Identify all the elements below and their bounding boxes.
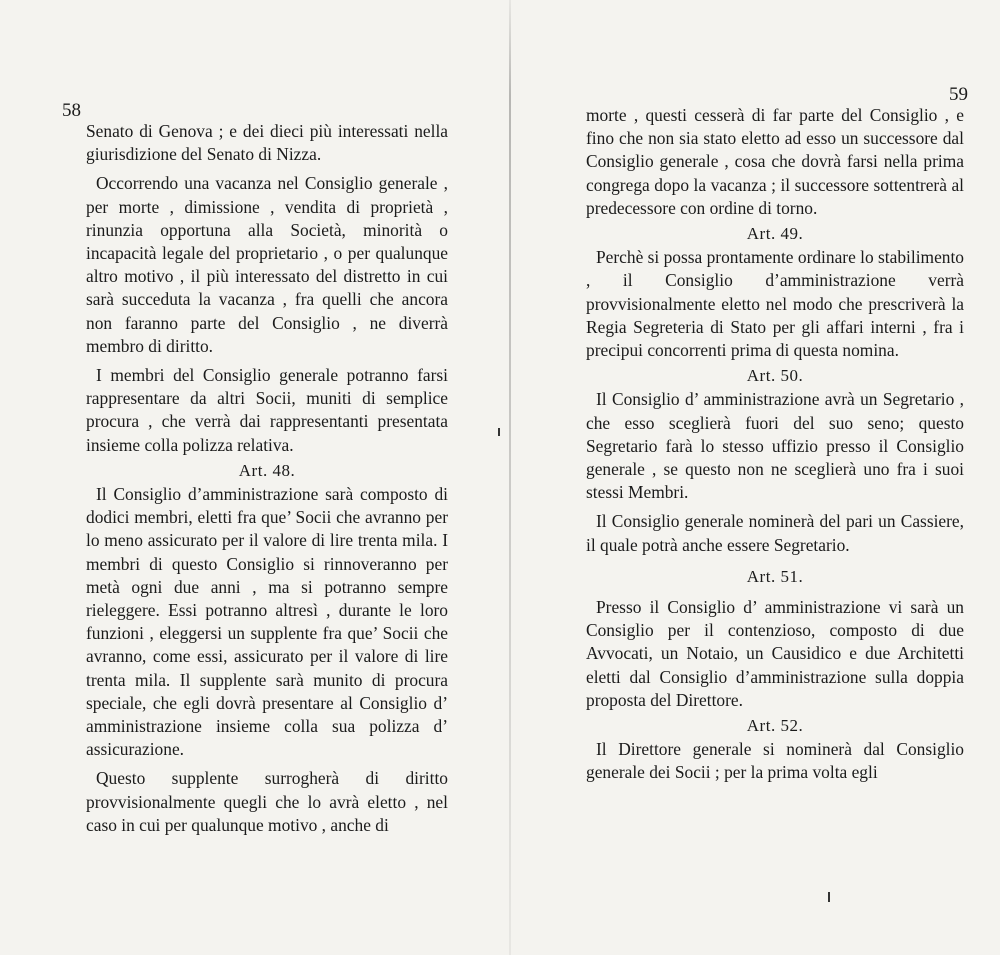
paragraph: Il Consiglio generale nominerà del pari un Cassiere, il quale potrà anche essere Segretario. bbox=[586, 511, 964, 555]
page-text bbox=[586, 104, 964, 785]
book-gutter bbox=[509, 0, 511, 955]
article-heading: Art. 49. bbox=[746, 224, 804, 244]
article-heading: Art. 52. bbox=[746, 716, 804, 736]
article-heading: Art. 50. bbox=[746, 366, 804, 386]
stray-mark bbox=[828, 892, 830, 902]
left-page bbox=[62, 98, 448, 837]
paragraph: Occorrendo una vacanza nel Consiglio generale , per morte , dimissione , vendita di proprietà , rinunzia opportuna alla Società, minorità o incapacità legale del proprietario , o per qualunque altro motivo , il più interessato del distretto in cui sarà succeduta la vacanza , fra quelli che ancora non faranno parte del Consiglio , ne diverrà membro di diritto. bbox=[86, 173, 448, 356]
paragraph: Il Consiglio d’ amministrazione avrà un Segretario , che esso sceglierà fuori del suo seno; questo Segretario farà lo stesso uffizio presso il Consiglio generale , se questo non ne sceglierà uno fra i suoi stessi Membri. bbox=[586, 389, 964, 503]
paragraph: Perchè si possa prontamente ordinare lo stabilimento , il Consiglio d’amministrazione verrà provvisionalmente eletto nel modo che prescriverà la Regia Segreteria di Stato per gli affari interni , fra i precipui concorrenti prima di questa nomina. bbox=[586, 247, 965, 361]
paragraph: I membri del Consiglio generale potranno farsi rappresentare da altri Socii, muniti di semplice procura , che verrà dai rappresentanti presentata insieme colla polizza relativa. bbox=[86, 365, 448, 455]
page-number: 58 bbox=[62, 100, 81, 121]
paragraph: Il Direttore generale si nominerà dal Consiglio generale dei Socii ; per la prima volta egli bbox=[586, 739, 964, 783]
article-heading: Art. 48. bbox=[238, 460, 296, 480]
page-text bbox=[86, 120, 448, 837]
paragraph: Questo supplente surrogherà di diritto provvisionalmente quegli che lo avrà eletto , nel caso in cui per qualunque motivo , anche di bbox=[86, 768, 448, 835]
paragraph: Presso il Consiglio d’ amministrazione vi sarà un Consiglio per il contenzioso, composto di due Avvocati, un Notaio, un Causidico e due Architetti eletti dal Consiglio d’amministrazione sulla doppia proposta del Direttore. bbox=[586, 597, 964, 710]
right-page bbox=[586, 84, 968, 785]
paragraph: Senato di Genova ; e dei dieci più interessati nella giurisdizione del Senato di Nizza. bbox=[86, 121, 448, 165]
paragraph: morte , questi cesserà di far parte del Consiglio , e fino che non sia stato eletto ad esso un successore dal Consiglio generale , cosa che dovrà farsi nella prima congrega dopo la vacanza ; il successore sottentrerà al predecessore con ordine di torno. bbox=[586, 105, 964, 218]
paragraph: Il Consiglio d’amministrazione sarà composto di dodici membri, eletti fra que’ Socii che avranno per lo meno assicurato per il valore di lire trenta mila. I membri di questo Consiglio si rinnoveranno per metà ogni due anni , ma si potranno sempre rieleggere. Essi potranno altresì , durante le loro funzioni , eleggersi un supplente fra que’ Socii che avranno, come essi, assicurato per il valore di lire trenta mila. Il supplente sarà munito di procura speciale, che egli dovrà presentare al Consiglio d’ amministrazione insieme colla sua polizza d’ assicurazione. bbox=[86, 484, 448, 760]
page-number: 59 bbox=[949, 84, 968, 105]
stray-mark bbox=[498, 428, 500, 436]
article-heading: Art. 51. bbox=[746, 566, 804, 586]
